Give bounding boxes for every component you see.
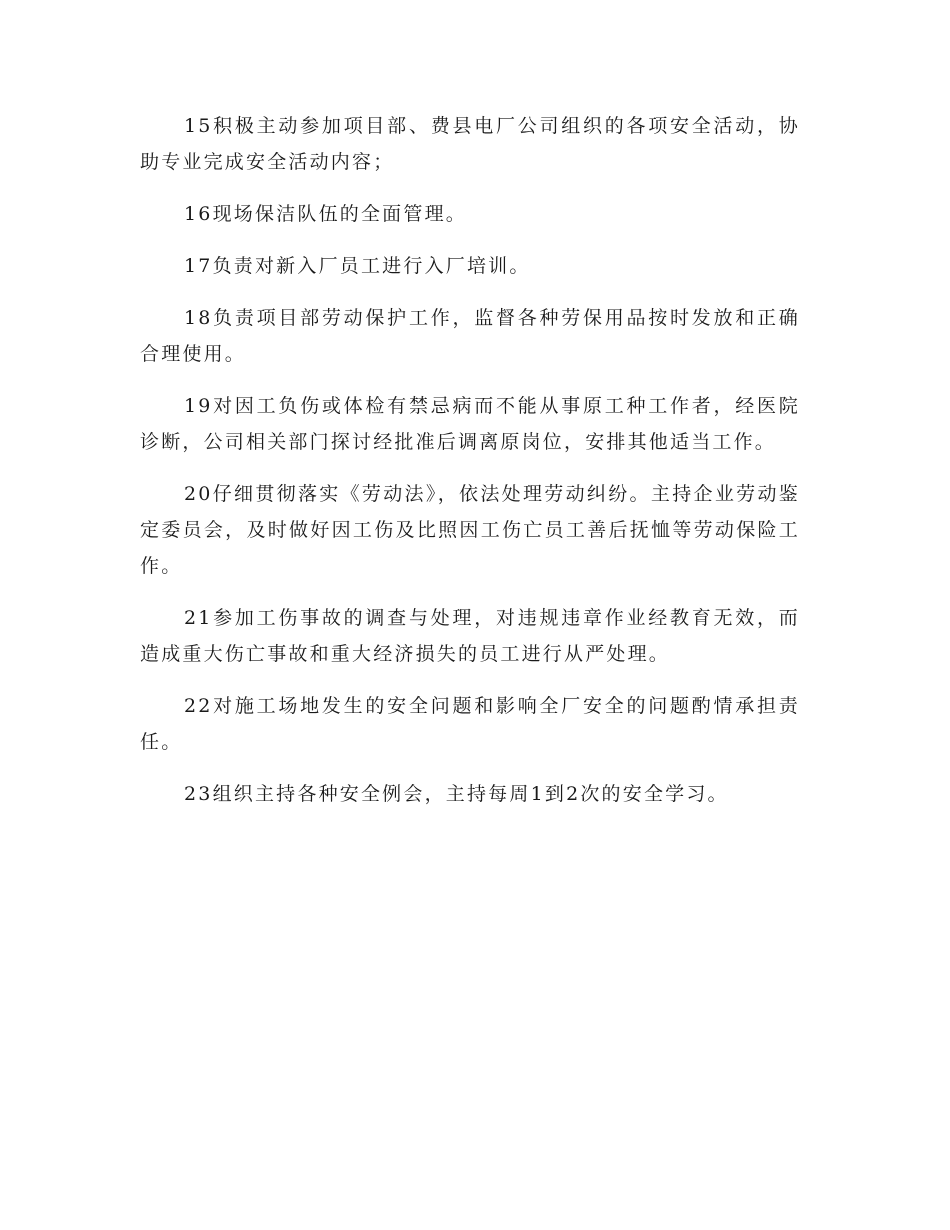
paragraph-19: 19对因工负伤或体检有禁忌病而不能从事原工种工作者，经医院诊断，公司相关部门探讨经批准后调离原岗位，安排其他适当工作。 — [140, 395, 800, 453]
paragraph-20: 20仔细贯彻落实《劳动法》，依法处理劳动纠纷。主持企业劳动鉴定委员会，及时做好因工伤及比照因工伤亡员工善后抚恤等劳动保险工作。 — [140, 483, 800, 577]
paragraph-16: 16现场保洁队伍的全面管理。 — [184, 203, 467, 225]
paragraph-23: 23组织主持各种安全例会，主持每周1到2次的安全学习。 — [184, 783, 729, 805]
paragraph-21: 21参加工伤事故的调查与处理，对违规违章作业经教育无效，而造成重大伤亡事故和重大经济损失的员工进行从严处理。 — [140, 607, 800, 665]
paragraph-22: 22对施工场地发生的安全问题和影响全厂安全的问题酌情承担责任。 — [140, 695, 800, 753]
paragraph-15: 15积极主动参加项目部、费县电厂公司组织的各项安全活动，协助专业完成安全活动内容； — [140, 115, 800, 173]
paragraph-17: 17负责对新入厂员工进行入厂培训。 — [184, 255, 531, 277]
paragraph-18: 18负责项目部劳动保护工作，监督各种劳保用品按时发放和正确合理使用。 — [140, 307, 800, 365]
document-body — [140, 108, 800, 828]
